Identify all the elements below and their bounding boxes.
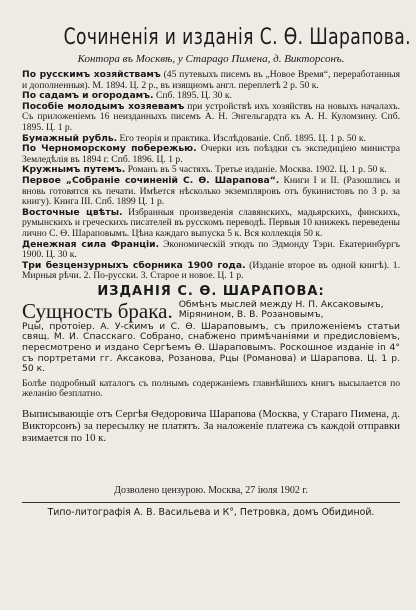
printer-imprint: Типо-литографія А. В. Васильева и К°, Петровка, домъ Обидиной. [47, 506, 375, 518]
entry-title: Денежная сила Франціи. [22, 238, 160, 250]
catalog-note: Болѣе подробный каталогъ съ полнымъ содержаніемъ главнѣйшихъ книгъ высылается по желанію безплатно. [22, 377, 400, 400]
entry-text: Его теорія и практика. Изслѣдованіе. Спб. 1895. Ц. 1 р. 50 к. [117, 132, 366, 144]
list-item [22, 70, 400, 91]
entry-title: Первое „Собраніе сочиненій С. Ѳ. Шарапова“. [22, 174, 280, 186]
entry-title: Бумажный рубль. [22, 132, 118, 144]
entry-text: Романъ въ 5 частяхъ. Третье изданіе. Москва. 1902. Ц. 1 р. 50 к. [125, 164, 387, 176]
entry-text: Спб. 1895. Ц. 30 к. [153, 90, 232, 102]
censorship-approval: Дозволено цензурою. Москва, 27 іюля 1902 г. [114, 484, 308, 496]
featured-book-description: Рцы, протоіер. А. У-скимъ и С. Ѳ. Шараповымъ, съ приложеніемъ статьи свящ. М. И. Спасскаго. Собрано, снабжено примѣчаніями и предисловіемъ, пересмотрено и издано Сергѣемъ Ѳ. Шараповымъ. Роскошное изданіе in 4° съ портретами гг. Аксакова, Розанова, Рцы (Романова) и Шарапова. Ц. 1 р. 50 к. [22, 320, 400, 375]
entry-text: при устройствѣ ихъ хозяйствъ на новыхъ началахъ. Съ приложеніемъ 16 неизданныхъ писемъ А. Н. Энгельгардта къ А. Н. Куломзину. Спб. 1895. Ц. 1 р. [22, 100, 400, 133]
list-item [22, 102, 400, 134]
entry-title: По русскимъ хозяйствамъ [22, 69, 161, 80]
entry-title: Восточные цвѣты. [22, 206, 123, 218]
list-item [22, 176, 400, 208]
entry-text: (45 путевыхъ писемъ въ „Новое Время“, переработанныя и дополненныя). М. 1894. Ц. 2 р., въ изящномъ англ. переплетѣ 2 р. 50 к. [22, 69, 400, 91]
entry-text: Избранныя произведенія славянскихъ, мадьярскихъ, финскихъ, румынскихъ и греческихъ писателей въ русскомъ переводѣ. Первыя 10 книжекъ переведены лично С. Ѳ. Шараповымъ. Цѣна каждаго выпуска 5 к. Вся коллекція 50 к. [22, 206, 400, 239]
entry-title: Три безцензурныхъ сборника 1900 года. [22, 259, 246, 271]
entry-title: Кружнымъ путемъ. [22, 164, 126, 176]
list-item [22, 261, 400, 282]
works-list [22, 70, 400, 282]
publisher-address: Контора въ Москвѣ, у Старago Пимена, д. Викторсонъ. [77, 53, 345, 65]
ordering-note: Выписывающіе отъ Сергѣя Ѳедоровича Шарапова (Москва, у Старaго Пимена, д. Викторсонъ) за пересылку не платятъ. За наложеніе платежа съ каждой отправки взимается по 10 к. [22, 408, 400, 445]
entry-text: (Изданіе второе въ одной книгѣ). 1. Мирныя рѣчи. 2. По-русски. 3. Старое и новое. Ц. 1 р. [22, 259, 400, 282]
featured-book [22, 300, 400, 322]
list-item [22, 240, 400, 261]
featured-book-title: Сущность брака. [22, 298, 173, 323]
entry-title: По садамъ и огородамъ. [22, 90, 154, 102]
entry-text: Очерки изъ поѣздки съ экспедиціею министра Земледѣлія въ 1894 г. Спб. 1896. Ц. 1 р. [22, 143, 400, 165]
list-item [22, 144, 400, 165]
section-heading: ИЗДАНІЯ С. Ѳ. ШАРАПОВА: [97, 283, 325, 299]
list-item [22, 208, 400, 240]
page-title: Сочиненія и изданія С. Ѳ. Шарапова. [63, 25, 411, 50]
entry-text: Экономическій этюдъ по Эдмонду Тэри. Екатеринбургъ 1900. Ц. 30 к. [22, 238, 400, 261]
divider [22, 502, 400, 503]
document-page [0, 26, 416, 610]
entry-text: Книги I и II. (Разошлись и вновь готовятся къ печати. Имѣется нѣсколько экземпляровъ отъ букинистовъ по 3 р. за книгу). Книга III. Спб. 1899 Ц. 1 р. [22, 174, 401, 208]
featured-book-subtitle: Обмѣнъ мыслей между Н. П. Аксаковымъ, Мірянином, В. В. Розановымъ, [178, 298, 384, 321]
entry-title: Пособіе молодымъ хозяевамъ [22, 100, 185, 112]
entry-title: По Черноморскому побережью. [22, 143, 197, 155]
